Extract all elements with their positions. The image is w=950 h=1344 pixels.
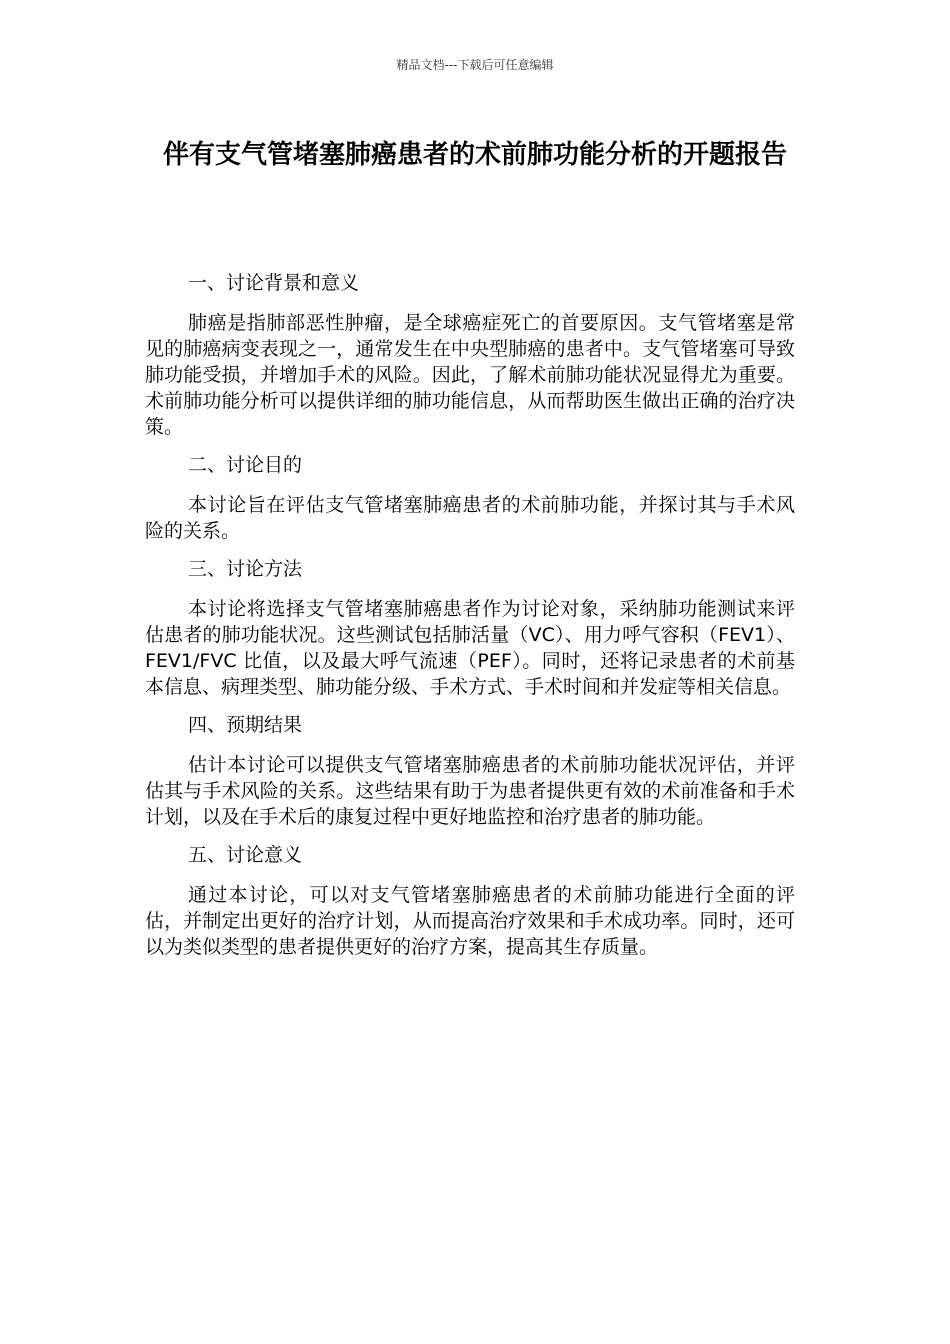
section-heading: 一、讨论背景和意义 — [188, 272, 360, 294]
section-paragraph: 本讨论旨在评估支气管堵塞肺癌患者的术前肺功能，并探讨其与手术风险的关系。 — [145, 494, 795, 542]
section-heading: 三、讨论方法 — [188, 558, 303, 580]
document-title: 伴有支气管堵塞肺癌患者的术前肺功能分析的开题报告 — [162, 140, 787, 170]
document-body — [145, 270, 795, 972]
section-heading: 五、讨论意义 — [188, 844, 303, 866]
section-method — [145, 556, 795, 700]
page-header-note: 精品文档---下载后可任意编辑 — [396, 58, 554, 72]
section-paragraph: 通过本讨论，可以对支气管堵塞肺癌患者的术前肺功能进行全面的评估，并制定出更好的治疗计划，从而提高治疗效果和手术成功率。同时，还可以为类似类型的患者提供更好的治疗方案，提高其生存质量。 — [145, 884, 795, 958]
section-significance — [145, 842, 795, 960]
section-expected-results — [145, 712, 795, 830]
section-heading: 四、预期结果 — [188, 714, 303, 736]
section-heading: 二、讨论目的 — [188, 454, 303, 476]
section-purpose — [145, 452, 795, 544]
section-paragraph: 估计本讨论可以提供支气管堵塞肺癌患者的术前肺功能状况评估，并评估其与手术风险的关系。这些结果有助于为患者提供更有效的术前准备和手术计划，以及在手术后的康复过程中更好地监控和治疗患者的肺功能。 — [145, 754, 795, 828]
section-paragraph: 肺癌是指肺部恶性肿瘤，是全球癌症死亡的首要原因。支气管堵塞是常见的肺癌病变表现之一，通常发生在中央型肺癌的患者中。支气管堵塞可导致肺功能受损，并增加手术的风险。因此，了解术前肺功能状况显得尤为重要。术前肺功能分析可以提供详细的肺功能信息，从而帮助医生做出正确的治疗决策。 — [145, 312, 795, 438]
section-paragraph: 本讨论将选择支气管堵塞肺癌患者作为讨论对象，采纳肺功能测试来评估患者的肺功能状况。这些测试包括肺活量（VC）、用力呼气容积（FEV1）、FEV1/FVC 比值，以及最大呼气流速（PEF）。同时，还将记录患者的术前基本信息、病理类型、肺功能分级、手术方式、手术时间和并发症等相关信息。 — [145, 598, 795, 698]
section-background — [145, 270, 795, 440]
